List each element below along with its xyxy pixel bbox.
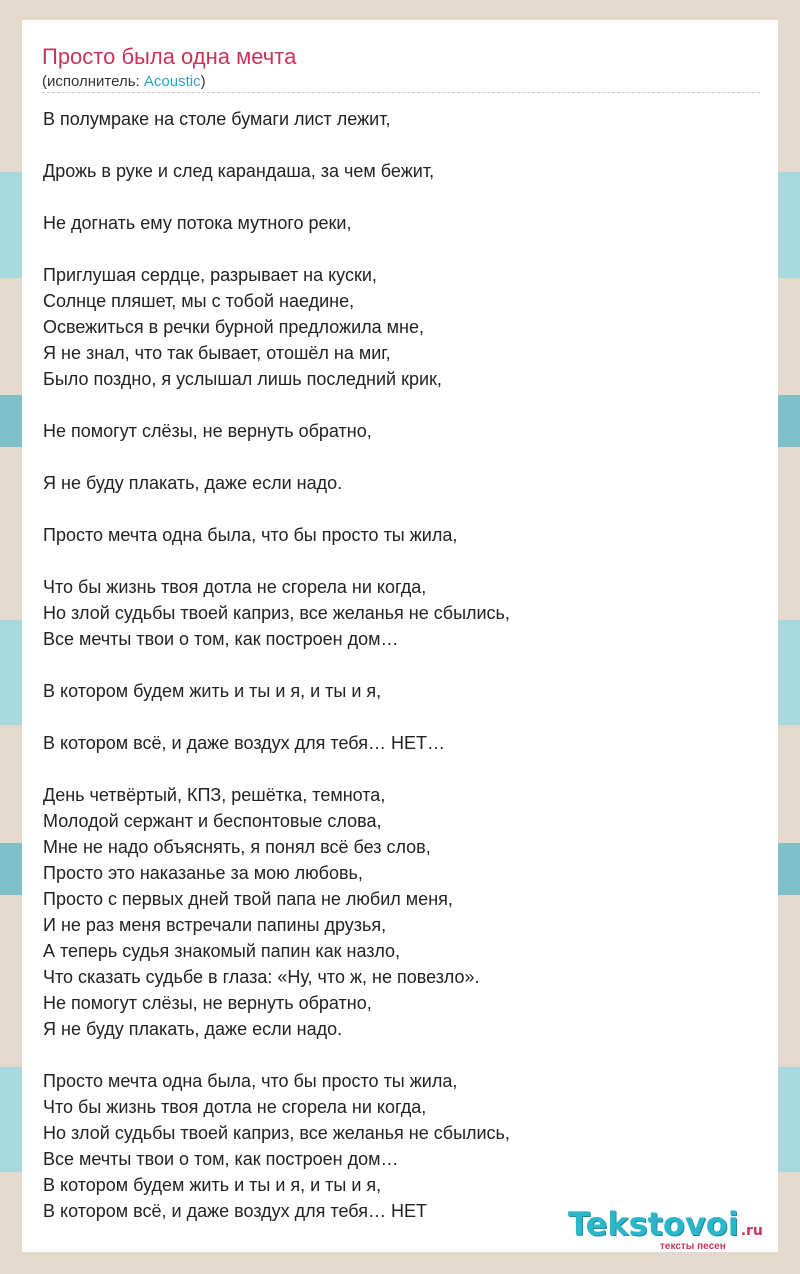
lyric-line: Я не буду плакать, даже если надо. (43, 473, 343, 493)
lyric-line: Не помогут слёзы, не вернуть обратно, (43, 993, 372, 1013)
stanza-break (43, 236, 763, 262)
stanza-break (43, 756, 763, 782)
lyric-line: Просто это наказанье за мою любовь, (43, 863, 363, 883)
lyric-line: Просто с первых дней твой папа не любил меня, (43, 889, 453, 909)
lyric-line: Просто мечта одна была, что бы просто ты жила, (43, 1071, 458, 1091)
lyric-line: Солнце пляшет, мы с тобой наедине, (43, 291, 355, 311)
artist-link[interactable]: Acoustic (143, 73, 201, 90)
lyric-line: В котором будем жить и ты и я, и ты и я, (43, 1175, 382, 1195)
lyric-line: Было поздно, я услышал лишь последний крик, (43, 369, 442, 389)
artist-suffix: ) (200, 73, 206, 90)
lyric-line: Приглушая сердце, разрывает на куски, (43, 265, 377, 285)
divider (42, 92, 760, 93)
lyric-line: Что бы жизнь твоя дотла не сгорела ни когда, (43, 1097, 427, 1117)
lyric-line: В котором всё, и даже воздух для тебя… НЕТ… (43, 733, 445, 753)
lyric-line: Что бы жизнь твоя дотла не сгорела ни когда, (43, 577, 427, 597)
stanza-break (43, 652, 763, 678)
lyric-line: Я не буду плакать, даже если надо. (43, 1019, 343, 1039)
stanza-break (43, 184, 763, 210)
stanza-break (43, 704, 763, 730)
logo-name: Tekstovoi (568, 1205, 739, 1243)
lyric-line: Все мечты твои о том, как построен дом… (43, 1149, 399, 1169)
stanza-break (43, 444, 763, 470)
lyric-line: Освежиться в речки бурной предложила мне, (43, 317, 424, 337)
lyric-line: В полумраке на столе бумаги лист лежит, (43, 109, 391, 129)
lyric-line: Я не знал, что так бывает, отошёл на миг, (43, 343, 391, 363)
lyric-line: В котором будем жить и ты и я, и ты и я, (43, 681, 382, 701)
artist-line (42, 72, 206, 92)
stanza-break (43, 392, 763, 418)
lyrics-card (22, 20, 778, 1252)
artist-prefix: (исполнитель: (42, 73, 144, 90)
lyric-line: Не помогут слёзы, не вернуть обратно, (43, 421, 372, 441)
lyric-line: И не раз меня встречали папины друзья, (43, 915, 387, 935)
song-title: Просто была одна мечта (42, 44, 297, 69)
site-logo[interactable] (568, 1205, 772, 1255)
stanza-break (43, 496, 763, 522)
lyric-line: Просто мечта одна была, что бы просто ты жила, (43, 525, 458, 545)
stanza-break (43, 132, 763, 158)
lyric-line: Все мечты твои о том, как построен дом… (43, 629, 399, 649)
lyric-line: Молодой сержант и беспонтовые слова, (43, 811, 382, 831)
lyric-line: Не догнать ему потока мутного реки, (43, 213, 352, 233)
logo-tagline: тексты песен (660, 1241, 726, 1252)
lyrics-text (43, 106, 763, 1224)
stanza-break (43, 1042, 763, 1068)
stanza-break (43, 548, 763, 574)
lyric-line: Что сказать судьбе в глаза: «Ну, что ж, не повезло». (43, 967, 480, 987)
lyric-line: Но злой судьбы твоей каприз, все желанья не сбылись, (43, 603, 510, 623)
lyric-line: Но злой судьбы твоей каприз, все желанья не сбылись, (43, 1123, 510, 1143)
lyric-line: День четвёртый, КПЗ, решётка, темнота, (43, 785, 386, 805)
lyric-line: Дрожь в руке и след карандаша, за чем бежит, (43, 161, 435, 181)
lyric-line: В котором всё, и даже воздух для тебя… НЕТ (43, 1201, 427, 1221)
lyric-line: Мне не надо объяснять, я понял всё без слов, (43, 837, 431, 857)
logo-domain: .ru (740, 1223, 763, 1239)
lyric-line: А теперь судья знакомый папин как назло, (43, 941, 401, 961)
